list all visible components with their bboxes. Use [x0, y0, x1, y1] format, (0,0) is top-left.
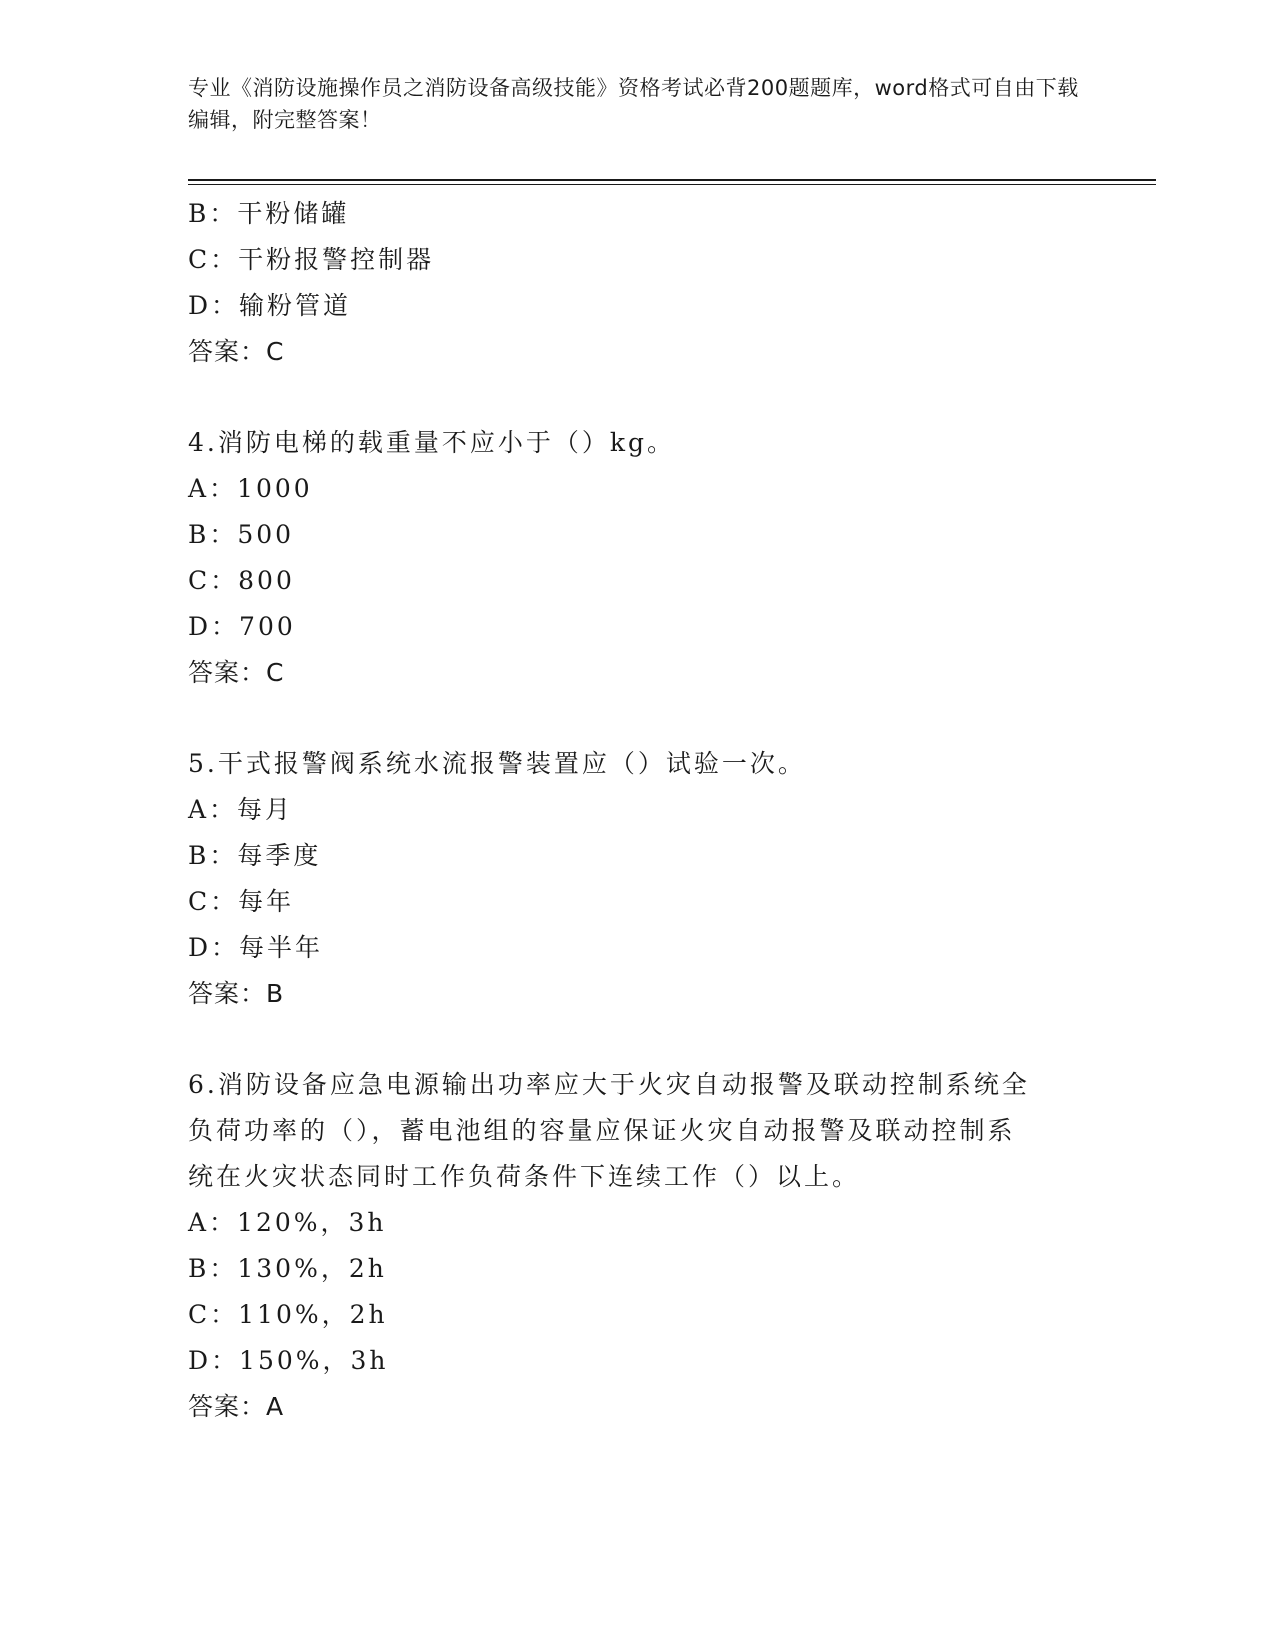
- option-b: B：500: [188, 520, 295, 549]
- option-a: A：每月: [188, 795, 294, 824]
- header-rule-thick: [188, 179, 1156, 181]
- option-b: B：130%，2h: [188, 1254, 387, 1283]
- question-text: 5.干式报警阀系统水流报警装置应（）试验一次。: [188, 749, 806, 778]
- option-c: C：每年: [188, 887, 295, 916]
- question-text-line-1: 6.消防设备应急电源输出功率应大于火灾自动报警及联动控制系统全: [188, 1070, 1030, 1099]
- answer: 答案：A: [188, 1392, 285, 1421]
- option-c: C：800: [188, 566, 295, 595]
- question-text: 4.消防电梯的载重量不应小于（）kg。: [188, 428, 676, 457]
- option-d: D：150%，3h: [188, 1346, 389, 1375]
- answer: 答案：C: [188, 658, 285, 687]
- question-text-line-3: 统在火灾状态同时工作负荷条件下连续工作（）以上。: [188, 1162, 861, 1191]
- option-b: B：每季度: [188, 841, 322, 870]
- option-c: C：110%，2h: [188, 1300, 388, 1329]
- option-a: A：1000: [188, 474, 313, 503]
- question-6: [188, 1062, 1088, 1430]
- option-b: B：干粉储罐: [188, 199, 350, 228]
- answer: 答案：C: [188, 337, 285, 366]
- question-4: [188, 420, 1088, 696]
- option-c: C：干粉报警控制器: [188, 245, 435, 274]
- document-header: 专业《消防设施操作员之消防设备高级技能》资格考试必背200题题库，word格式可自由下载编辑，附完整答案！: [188, 76, 1079, 132]
- answer: 答案：B: [188, 979, 285, 1008]
- header-rule-thin: [188, 184, 1156, 185]
- question-partial: [188, 191, 1088, 375]
- option-a: A：120%，3h: [188, 1208, 387, 1237]
- option-d: D：每半年: [188, 933, 324, 962]
- option-d: D：输粉管道: [188, 291, 352, 320]
- option-d: D：700: [188, 612, 296, 641]
- question-5: [188, 741, 1088, 1017]
- question-text-line-2: 负荷功率的（），蓄电池组的容量应保证火灾自动报警及联动控制系: [188, 1116, 1016, 1145]
- question-list: [188, 191, 1088, 1430]
